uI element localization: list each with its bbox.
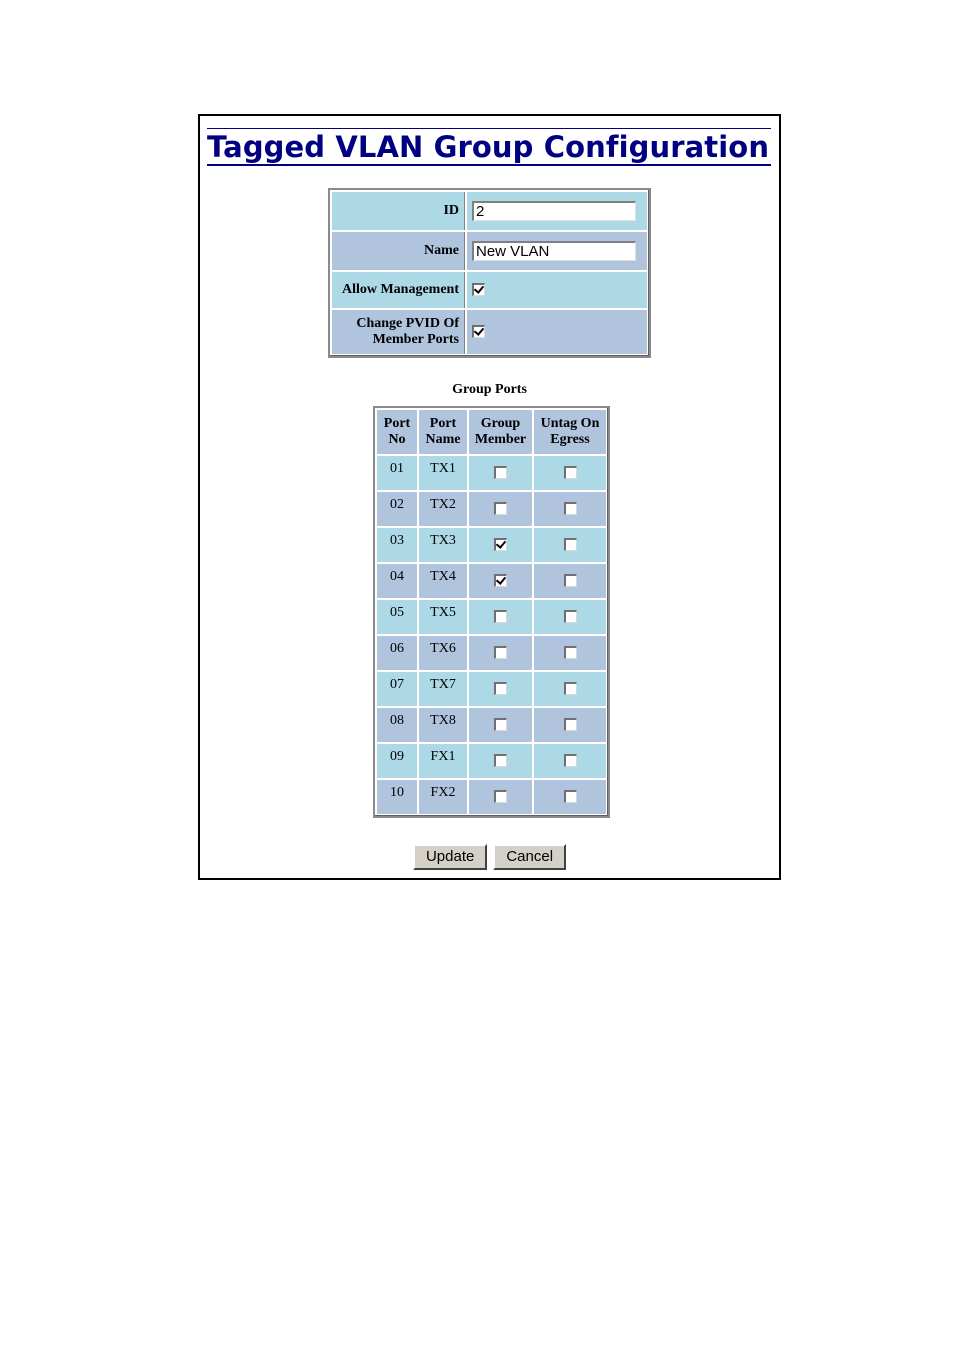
group-member-checkbox[interactable] — [494, 502, 507, 515]
group-member-cell — [469, 492, 532, 526]
title-bar — [207, 128, 771, 166]
header-untag-line1: Untag On — [540, 416, 600, 431]
id-label: ID — [332, 192, 465, 230]
allow-management-label: Allow Management — [332, 272, 465, 308]
untag-on-egress-cell — [534, 456, 606, 490]
table-row — [377, 564, 606, 598]
port-no-cell: 10 — [377, 780, 417, 814]
header-group-member — [469, 410, 532, 454]
name-label: Name — [332, 232, 465, 270]
untag-on-egress-cell — [534, 780, 606, 814]
port-name-cell: FX1 — [419, 744, 467, 778]
name-input[interactable] — [472, 241, 636, 261]
header-port-name-line2: Name — [425, 432, 461, 447]
port-no-cell: 03 — [377, 528, 417, 562]
group-member-cell — [469, 744, 532, 778]
vlan-settings-table — [328, 188, 651, 358]
group-member-checkbox[interactable] — [494, 646, 507, 659]
change-pvid-label — [332, 310, 465, 354]
id-row — [332, 192, 647, 230]
group-ports-table — [373, 406, 610, 818]
untag-on-egress-checkbox[interactable] — [564, 646, 577, 659]
table-row — [377, 744, 606, 778]
port-name-cell: TX4 — [419, 564, 467, 598]
untag-on-egress-checkbox[interactable] — [564, 610, 577, 623]
id-input[interactable] — [472, 201, 636, 221]
untag-on-egress-checkbox[interactable] — [564, 790, 577, 803]
group-member-checkbox[interactable] — [494, 754, 507, 767]
group-member-cell — [469, 636, 532, 670]
port-name-cell: TX3 — [419, 528, 467, 562]
group-member-checkbox[interactable] — [494, 466, 507, 479]
table-row — [377, 672, 606, 706]
header-port-name-line1: Port — [429, 416, 457, 431]
group-member-checkbox[interactable] — [494, 574, 507, 587]
untag-on-egress-cell — [534, 672, 606, 706]
port-name-cell: TX6 — [419, 636, 467, 670]
untag-on-egress-checkbox[interactable] — [564, 754, 577, 767]
port-no-cell: 05 — [377, 600, 417, 634]
untag-on-egress-cell — [534, 564, 606, 598]
change-pvid-label-line1: Change PVID Of — [356, 316, 459, 331]
group-member-checkbox[interactable] — [494, 538, 507, 551]
untag-on-egress-cell — [534, 708, 606, 742]
header-untag-line2: Egress — [550, 432, 590, 447]
group-member-checkbox[interactable] — [494, 682, 507, 695]
group-member-cell — [469, 780, 532, 814]
table-row — [377, 600, 606, 634]
ports-body — [377, 456, 606, 814]
group-member-cell — [469, 708, 532, 742]
group-member-checkbox[interactable] — [494, 790, 507, 803]
table-row — [377, 708, 606, 742]
port-name-cell: TX5 — [419, 600, 467, 634]
header-group-member-line1: Group — [480, 416, 521, 431]
port-no-cell: 07 — [377, 672, 417, 706]
page-title: Tagged VLAN Group Configuration — [207, 130, 770, 164]
name-row — [332, 232, 647, 270]
port-name-cell: FX2 — [419, 780, 467, 814]
port-no-cell: 09 — [377, 744, 417, 778]
cancel-button[interactable]: Cancel — [493, 844, 566, 870]
table-row — [377, 492, 606, 526]
untag-on-egress-checkbox[interactable] — [564, 538, 577, 551]
untag-on-egress-checkbox[interactable] — [564, 574, 577, 587]
header-port-no-line1: Port — [383, 416, 411, 431]
untag-on-egress-cell — [534, 492, 606, 526]
allow-management-row — [332, 272, 647, 308]
untag-on-egress-cell — [534, 636, 606, 670]
untag-on-egress-cell — [534, 528, 606, 562]
port-name-cell: TX8 — [419, 708, 467, 742]
untag-on-egress-cell — [534, 744, 606, 778]
change-pvid-checkbox[interactable] — [472, 325, 485, 338]
port-no-cell: 08 — [377, 708, 417, 742]
port-name-cell: TX7 — [419, 672, 467, 706]
table-row — [377, 780, 606, 814]
group-member-cell — [469, 564, 532, 598]
header-port-name — [419, 410, 467, 454]
group-member-cell — [469, 528, 532, 562]
port-no-cell: 06 — [377, 636, 417, 670]
port-no-cell: 01 — [377, 456, 417, 490]
header-port-no — [377, 410, 417, 454]
header-untag-on-egress — [534, 410, 606, 454]
config-panel — [198, 114, 781, 880]
untag-on-egress-checkbox[interactable] — [564, 466, 577, 479]
untag-on-egress-checkbox[interactable] — [564, 502, 577, 515]
group-ports-heading: Group Ports — [452, 382, 527, 397]
table-row — [377, 456, 606, 490]
untag-on-egress-checkbox[interactable] — [564, 682, 577, 695]
change-pvid-row — [332, 310, 647, 354]
table-row — [377, 636, 606, 670]
header-group-member-line2: Member — [474, 432, 527, 447]
group-member-checkbox[interactable] — [494, 718, 507, 731]
port-no-cell: 02 — [377, 492, 417, 526]
group-member-checkbox[interactable] — [494, 610, 507, 623]
group-member-cell — [469, 672, 532, 706]
port-name-cell: TX1 — [419, 456, 467, 490]
ports-header-row — [377, 410, 606, 454]
untag-on-egress-cell — [534, 600, 606, 634]
group-member-cell — [469, 456, 532, 490]
allow-management-checkbox[interactable] — [472, 283, 485, 296]
table-row — [377, 528, 606, 562]
port-name-cell: TX2 — [419, 492, 467, 526]
update-button[interactable]: Update — [413, 844, 487, 870]
group-member-cell — [469, 600, 532, 634]
untag-on-egress-checkbox[interactable] — [564, 718, 577, 731]
header-port-no-line2: No — [388, 432, 406, 447]
change-pvid-label-line2: Member Ports — [372, 332, 459, 347]
port-no-cell: 04 — [377, 564, 417, 598]
button-bar — [200, 844, 779, 870]
